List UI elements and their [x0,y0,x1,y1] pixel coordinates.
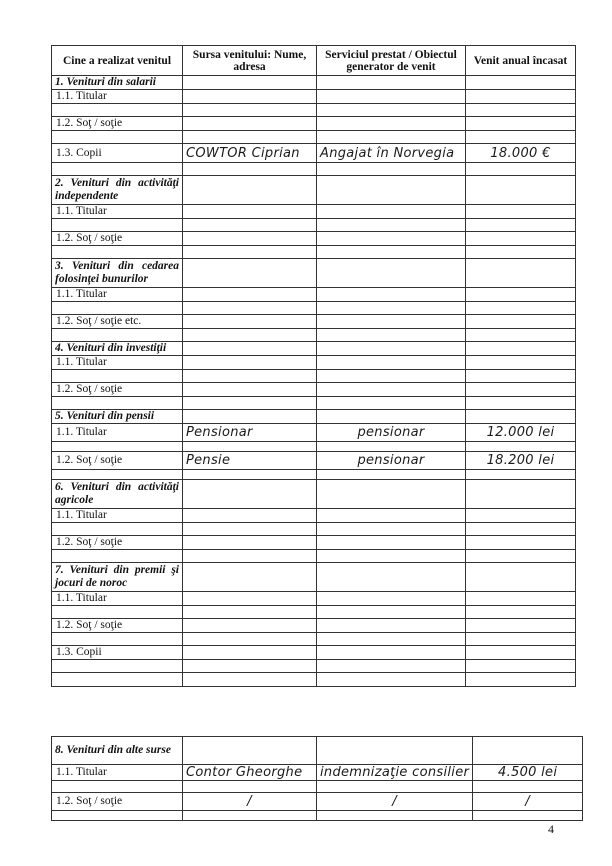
section-investments: 4. Venituri din investiţii [52,342,183,356]
section-rentals: 3. Venituri din cedarea folosinţei bunurilor [52,259,183,288]
row-label-titular: 1.1. Titular [52,90,183,104]
row-label-sot: 1.2. Soţ / soţie [52,232,183,246]
hw-source: Pensie [183,452,317,470]
page-number: 4 [548,822,554,836]
row-label-titular: 1.1. Titular [52,205,183,219]
row-label-sot: 1.2. Soţ / soţie etc. [52,315,183,329]
row-label-sot: 1.2. Soţ / soţie [52,452,183,470]
hw-service: / [317,793,473,811]
row-label-copii: 1.3. Copii [52,144,183,163]
other-income-table [51,736,583,821]
row-label-sot: 1.2. Soţ / soţie [52,117,183,131]
header-service: Serviciul prestat / Obiectul generator de venit [317,46,466,76]
hw-service: indemnizaţie consilier [317,765,473,781]
hw-service: pensionar [317,452,466,470]
row-label-titular: 1.1. Titular [52,765,183,781]
hw-amount: 4.500 lei [473,765,583,781]
section-independent: 2. Venituri din activităţi independente [52,176,183,205]
row-label-titular: 1.1. Titular [52,592,183,606]
header-income: Venit anual încasat [466,46,576,76]
hw-source: / [183,793,317,811]
income-table [51,45,576,687]
row-label-titular: 1.1. Titular [52,356,183,370]
hw-service: pensionar [317,424,466,442]
hw-amount: 12.000 lei [466,424,576,442]
hw-amount: / [473,793,583,811]
row-label-titular: 1.1. Titular [52,424,183,442]
row-label-sot: 1.2. Soţ / soţie [52,383,183,397]
row-label-sot: 1.2. Soţ / soţie [52,619,183,633]
hw-source: Pensionar [183,424,317,442]
hw-source: COWTOR Ciprian [183,144,317,163]
row-label-sot: 1.2. Soţ / soţie [52,536,183,550]
row-label-titular: 1.1. Titular [52,288,183,302]
hw-source: Contor Gheorghe [183,765,317,781]
section-salaries: 1. Venituri din salarii [52,76,183,90]
hw-amount: 18.200 lei [466,452,576,470]
hw-amount: 18.000 € [466,144,576,163]
row-label-titular: 1.1. Titular [52,509,183,523]
row-label-sot: 1.2. Soţ / soţie [52,793,183,811]
row-label-copii: 1.3. Copii [52,646,183,660]
section-prizes: 7. Venituri din premii şi jocuri de noroc [52,563,183,592]
hw-service: Angajat în Norvegia [317,144,466,163]
section-pensions: 5. Venituri din pensii [52,410,183,424]
section-agriculture: 6. Venituri din activităţi agricole [52,480,183,509]
section-other-sources: 8. Venituri din alte surse [52,737,183,765]
header-who: Cine a realizat venitul [52,46,183,76]
header-source: Sursa venitului: Nume, adresa [183,46,317,76]
